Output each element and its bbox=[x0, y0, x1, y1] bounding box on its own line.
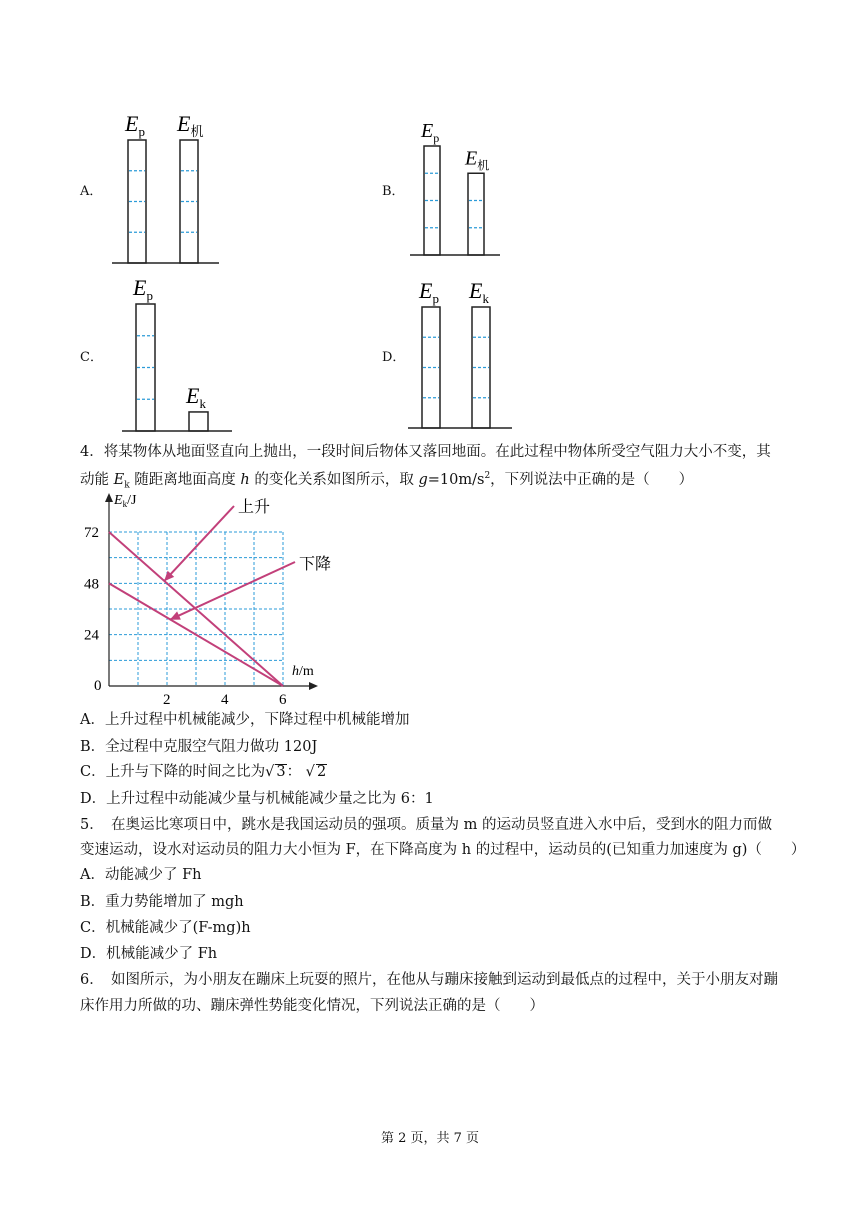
energy-bar bbox=[468, 173, 484, 255]
x-tick-label: 4 bbox=[221, 692, 229, 705]
energy-bar-label: $E_k$ bbox=[186, 382, 206, 411]
q5-option-c[interactable]: C．机械能减少了(F-mg)h bbox=[80, 920, 251, 936]
q5-line-1 bbox=[80, 815, 772, 835]
q4-option-a[interactable]: A．上升过程中机械能减少，下降过程中机械能增加 bbox=[80, 712, 410, 728]
sqrt-2: 2 bbox=[316, 764, 327, 780]
q4-sub-k: k bbox=[124, 480, 130, 491]
q6-text-1: 如图所示，为小朋友在蹦床上玩耍的照片，在他从与蹦床接触到运动到最低点的过程中，关于小朋友对蹦 bbox=[110, 972, 778, 988]
bar-diagram-c bbox=[122, 275, 232, 431]
page-footer: 第 2 页，共 7 页 bbox=[380, 1131, 480, 1146]
energy-bar bbox=[189, 412, 208, 431]
q4-text-2a: 动能 bbox=[80, 471, 114, 488]
q6-number: 6． bbox=[80, 972, 97, 988]
x-axis-label: h/m bbox=[292, 664, 314, 679]
q4-var-h: h bbox=[240, 471, 250, 488]
q4-number: 4． bbox=[80, 444, 104, 460]
q4-var-g: g bbox=[418, 471, 428, 488]
energy-bar-diagrams bbox=[0, 0, 860, 440]
q4-sup-2: 2 bbox=[484, 471, 491, 481]
x-axis-arrow bbox=[309, 682, 318, 690]
energy-bar-label: $E_k$ bbox=[469, 278, 489, 306]
x-tick-label: 6 bbox=[279, 692, 287, 705]
q5-option-d[interactable]: D．机械能减少了 Fh bbox=[80, 946, 218, 962]
q5-text-1: 在奥运比寒项日中，跳水是我国运动员的强项。质量为 m 的运动员竖直进入水中后，受到水的阻力而做 bbox=[110, 817, 772, 833]
q4-option-b[interactable]: B．全过程中克服空气阻力做功 120J bbox=[80, 739, 318, 755]
chart-ticks bbox=[84, 525, 287, 705]
sqrt-3: 3 bbox=[276, 764, 286, 780]
energy-bar-label: $E_p$ bbox=[133, 275, 153, 303]
q6-line-1 bbox=[80, 970, 778, 990]
origin-label: 0 bbox=[94, 678, 102, 694]
series-label-up: 上升 bbox=[238, 499, 271, 516]
y-tick-label: 24 bbox=[84, 627, 99, 644]
bar-diagram-d bbox=[408, 278, 512, 428]
ek-h-chart bbox=[80, 490, 350, 705]
bar-diagram-a bbox=[112, 111, 219, 263]
y-axis-arrow bbox=[105, 493, 113, 502]
q4-option-c[interactable]: C．上升与下降的时间之比为√ 3： √ 2 bbox=[80, 764, 327, 780]
energy-bar-label: $E_机$ bbox=[465, 147, 490, 173]
q4-option-d[interactable]: D．上升过程中动能减少量与机械能减少量之比为 6：1 bbox=[80, 791, 434, 807]
q4-text-2c: 的变化关系如图所示，取 bbox=[249, 471, 419, 488]
y-axis-label: $E_k/J$ bbox=[114, 493, 137, 509]
q4-text-2d: =10m/s bbox=[427, 471, 485, 488]
option-c-letter: C． bbox=[80, 350, 103, 365]
q4-text-1: 将某物体从地面竖直向上抛出，一段时间后物体又落回地面。在此过程中物体所受空气阻力大小不变，其 bbox=[103, 444, 771, 460]
q6-line-2: 床作用力所做的功、蹦床弹性势能变化情况，下列说法正确的是（ ） bbox=[80, 998, 544, 1014]
y-tick-label: 48 bbox=[84, 576, 99, 593]
q5-option-a[interactable]: A．动能减少了 Fh bbox=[80, 867, 202, 883]
q5-number: 5． bbox=[80, 817, 97, 833]
q4-var-e: E bbox=[113, 471, 125, 488]
energy-bar-label: $E_p$ bbox=[419, 278, 439, 306]
q4-option-c-text: C．上升与下降的时间之比为 bbox=[80, 764, 266, 780]
chart-series bbox=[109, 506, 295, 686]
energy-bar-label: $E_p$ bbox=[421, 120, 440, 145]
q5-line-2: 变速运动，设水对运动员的阻力大小恒为 F，在下降高度为 h 的过程中，运动员的(已知重力加速度为 g)（ ） bbox=[80, 842, 806, 858]
q5-option-b[interactable]: B．重力势能增加了 mgh bbox=[80, 894, 244, 910]
q4-text-2e: ，下列说法中正确的是（ ） bbox=[490, 471, 694, 488]
x-tick-label: 2 bbox=[163, 692, 171, 705]
y-tick-label: 72 bbox=[84, 525, 99, 541]
q4-line-1 bbox=[80, 442, 771, 462]
series-label-down: 下降 bbox=[299, 556, 332, 573]
q4-text-2b: 随距离地面高度 bbox=[129, 471, 241, 488]
ratio-colon: ： bbox=[286, 764, 302, 780]
bar-diagram-b bbox=[410, 120, 500, 255]
option-b-letter: B． bbox=[382, 184, 405, 199]
energy-bar-label: $E_机$ bbox=[177, 111, 204, 139]
option-a-letter: A． bbox=[80, 184, 103, 199]
energy-bar-label: $E_p$ bbox=[125, 111, 145, 139]
option-d-letter: D． bbox=[382, 350, 406, 365]
pointer-up bbox=[164, 506, 234, 581]
pointer-down bbox=[170, 562, 295, 620]
